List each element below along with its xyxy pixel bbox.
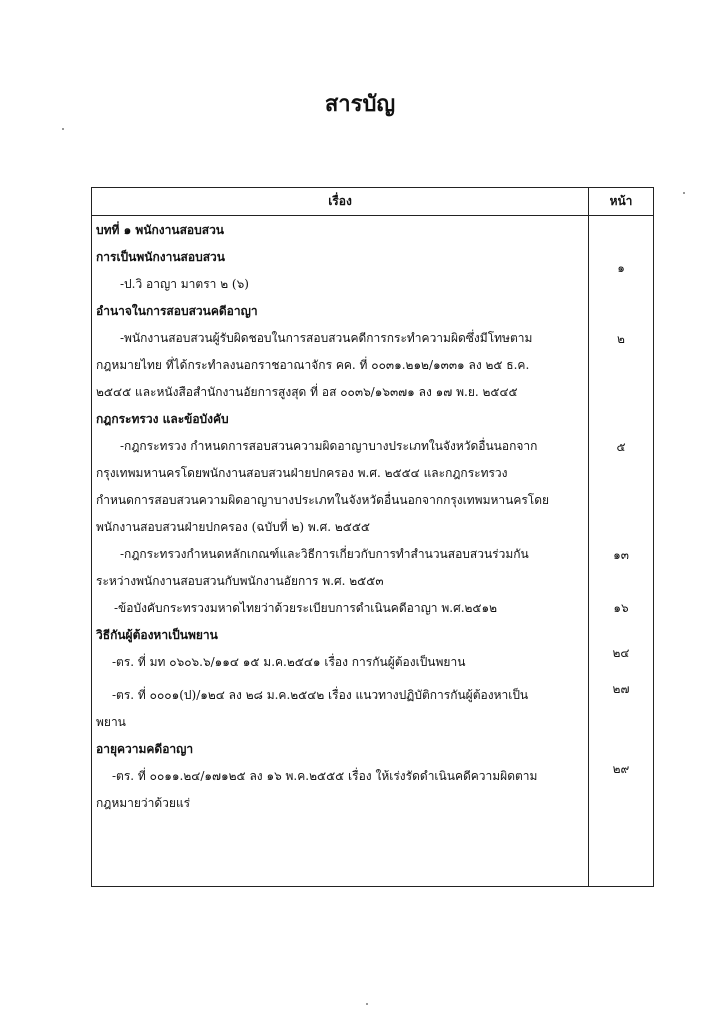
- toc-entry: -ตร. ที่ ๐๐๑๑.๒๔/๑๗๑๒๕ ลง ๑๖ พ.ค.๒๕๕๕ เรื่อง ให้เร่งรัดดำเนินคดีความผิดตาม: [112, 769, 538, 783]
- page-number: ๑: [617, 261, 625, 275]
- toc-entry: -พนักงานสอบสวนผู้รับผิดชอบในการสอบสวนคดีการกระทำความผิดซึ่งมีโทษตาม: [120, 331, 533, 345]
- toc-entry-continued: กฎหมายว่าด้วยแร่: [96, 796, 191, 810]
- chapter-heading: บทที่ ๑ พนักงานสอบสวน: [96, 223, 225, 237]
- scan-speck: [683, 192, 685, 194]
- header-page: หน้า: [609, 194, 633, 208]
- toc-entry-continued: กรุงเทพมหานครโดยพนักงานสอบสวนฝ่ายปกครอง พ.ศ. ๒๕๕๔ และกฎกระทรวง: [96, 466, 508, 480]
- scan-speck: [366, 1003, 368, 1005]
- section-heading: อำนาจในการสอบสวนคดีอาญา: [96, 304, 258, 318]
- toc-entry: -กฎกระทรวงกำหนดหลักเกณฑ์และวิธีการเกี่ยวกับการทำสำนวนสอบสวนร่วมกัน: [120, 547, 529, 561]
- page-title: สารบัญ: [324, 91, 396, 117]
- toc-entry-continued: พยาน: [96, 715, 126, 729]
- toc-entry-continued: กำหนดการสอบสวนความผิดอาญาบางประเภทในจังหวัดอื่นนอกจากกรุงเทพมหานครโดย: [96, 493, 550, 507]
- toc-entry: -ข้อบังคับกระทรวงมหาดไทยว่าด้วยระเบียบการดำเนินคดีอาญา พ.ศ.๒๕๑๒: [114, 601, 498, 615]
- page-number: ๒๗: [612, 682, 630, 696]
- page-number: ๕: [616, 440, 626, 454]
- toc-entry-continued: ระหว่างพนักงานสอบสวนกับพนักงานอัยการ พ.ศ. ๒๕๕๓: [96, 574, 384, 588]
- page-number: ๒๔: [612, 646, 630, 660]
- section-heading: กฎกระทรวง และข้อบังคับ: [96, 412, 229, 426]
- toc-entry-continued: ๒๕๔๕ และหนังสือสำนักงานอัยการสูงสุด ที่ อส ๐๐๓๖/๑๖๓๗๑ ลง ๑๗ พ.ย. ๒๕๔๕: [96, 385, 518, 399]
- section-heading: การเป็นพนักงานสอบสวน: [96, 250, 225, 264]
- page-number: ๑๓: [613, 548, 629, 562]
- section-heading: อายุความคดีอาญา: [96, 742, 194, 756]
- toc-entry-continued: กฎหมายไทย ที่ได้กระทำลงนอกราชอาณาจักร คค. ที่ ๐๐๓๑.๒๑๒/๑๓๓๑ ลง ๒๕ ธ.ค.: [96, 358, 530, 372]
- toc-entry: -ตร. ที่ มท ๐๖๐๖.๖/๑๑๔ ๑๕ ม.ค.๒๕๔๑ เรื่อง การกันผู้ต้องเป็นพยาน: [112, 655, 466, 669]
- section-heading: วิธีกันผู้ต้องหาเป็นพยาน: [96, 628, 218, 642]
- scan-speck: [62, 128, 64, 130]
- toc-table: [91, 187, 654, 887]
- header-topic: เรื่อง: [328, 194, 352, 208]
- toc-entry-continued: พนักงานสอบสวนฝ่ายปกครอง (ฉบับที่ ๒) พ.ศ. ๒๕๕๕: [96, 520, 370, 534]
- page-number: ๒: [617, 332, 625, 346]
- toc-entry: -กฎกระทรวง กำหนดการสอบสวนความผิดอาญาบางประเภทในจังหวัดอื่นนอกจาก: [120, 439, 538, 453]
- page-number: ๒๙: [612, 762, 630, 776]
- page-number: ๑๖: [613, 601, 629, 615]
- toc-entry: -ตร. ที่ ๐๐๐๑(ป)/๑๒๔ ลง ๒๘ ม.ค.๒๕๔๒ เรื่อง แนวทางปฏิบัติการกันผู้ต้องหาเป็น: [112, 688, 529, 702]
- toc-entry: -ป.วิ อาญา มาตรา ๒ (๖): [120, 277, 249, 291]
